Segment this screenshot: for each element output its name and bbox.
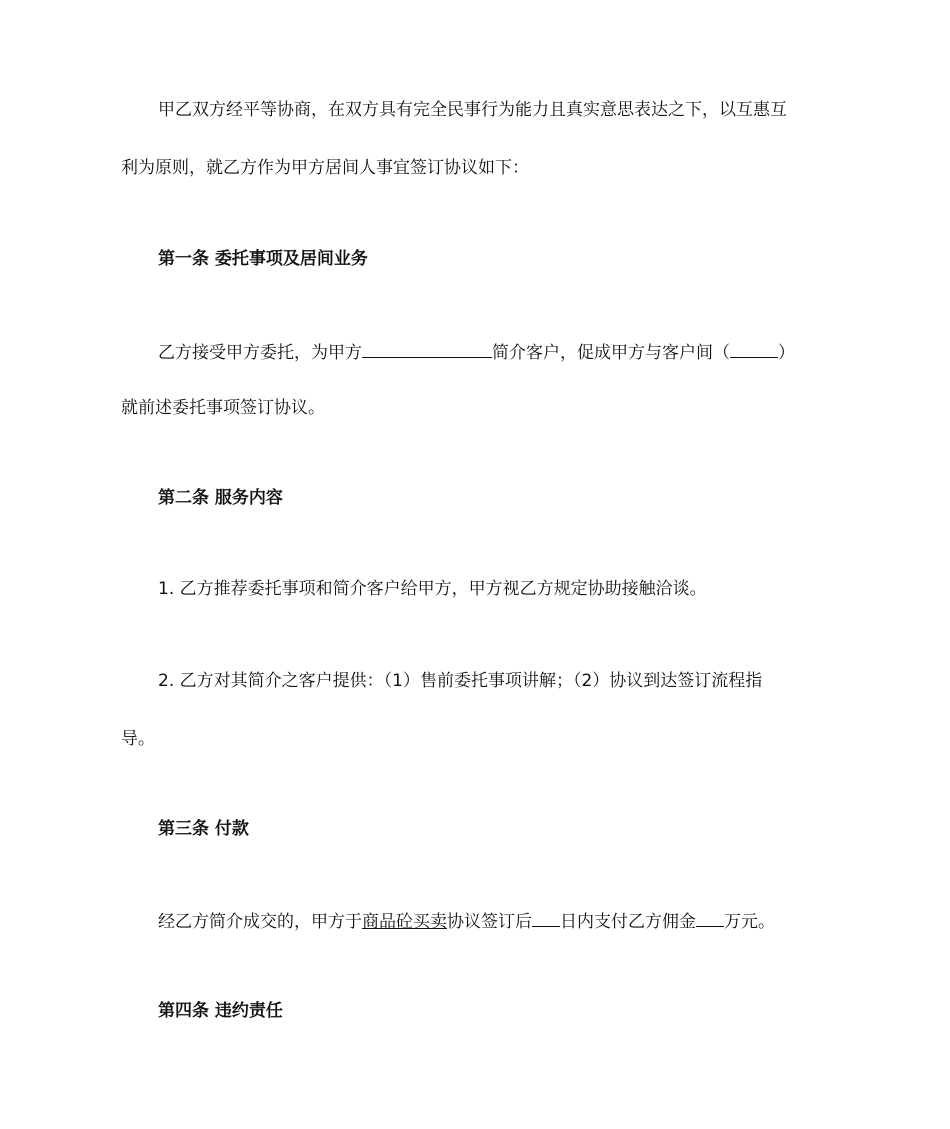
article-3-underlined-term: 商品砼买卖 [362, 912, 447, 932]
article-1-heading: 第一条 委托事项及居间业务 [158, 249, 368, 269]
intro-line-1: 甲乙双方经平等协商，在双方具有完全民事行为能力且真实意思表达之下，以互惠互 [158, 100, 787, 120]
article-1-line-1 [158, 339, 795, 365]
article-1-text-a: 乙方接受甲方委托，为甲方 [158, 343, 362, 363]
article-1-text-b: 简介客户，促成甲方与客户间（ [492, 343, 730, 363]
article-3-text-b: 协议签订后 [447, 912, 532, 932]
article-1-line-2: 就前述委托事项签订协议。 [121, 398, 325, 418]
article-2-item-2-line-1: 2. 乙方对其简介之客户提供：（1）售前委托事项讲解；（2）协议到达签订流程指 [158, 671, 763, 691]
blank-field-days[interactable] [532, 908, 560, 927]
article-2-item-2-line-2: 导。 [121, 729, 155, 749]
article-2-item-1: 1. 乙方推荐委托事项和简介客户给甲方，甲方视乙方规定协助接触洽谈。 [158, 579, 707, 599]
article-3-text-d: 万元。 [724, 912, 775, 932]
article-2-heading: 第二条 服务内容 [158, 488, 283, 508]
article-3-text-c: 日内支付乙方佣金 [560, 912, 696, 932]
article-3-text-a: 经乙方简介成交的，甲方于 [158, 912, 362, 932]
blank-field-amount[interactable] [696, 908, 724, 927]
blank-field-service[interactable] [362, 339, 492, 358]
blank-field-matter[interactable] [730, 339, 778, 358]
article-3-heading: 第三条 付款 [158, 819, 249, 839]
article-4-heading: 第四条 违约责任 [158, 1001, 283, 1021]
intro-line-2: 利为原则，就乙方作为甲方居间人事宜签订协议如下： [121, 158, 529, 178]
article-3-text [158, 908, 775, 934]
article-1-text-c: ） [778, 343, 795, 363]
